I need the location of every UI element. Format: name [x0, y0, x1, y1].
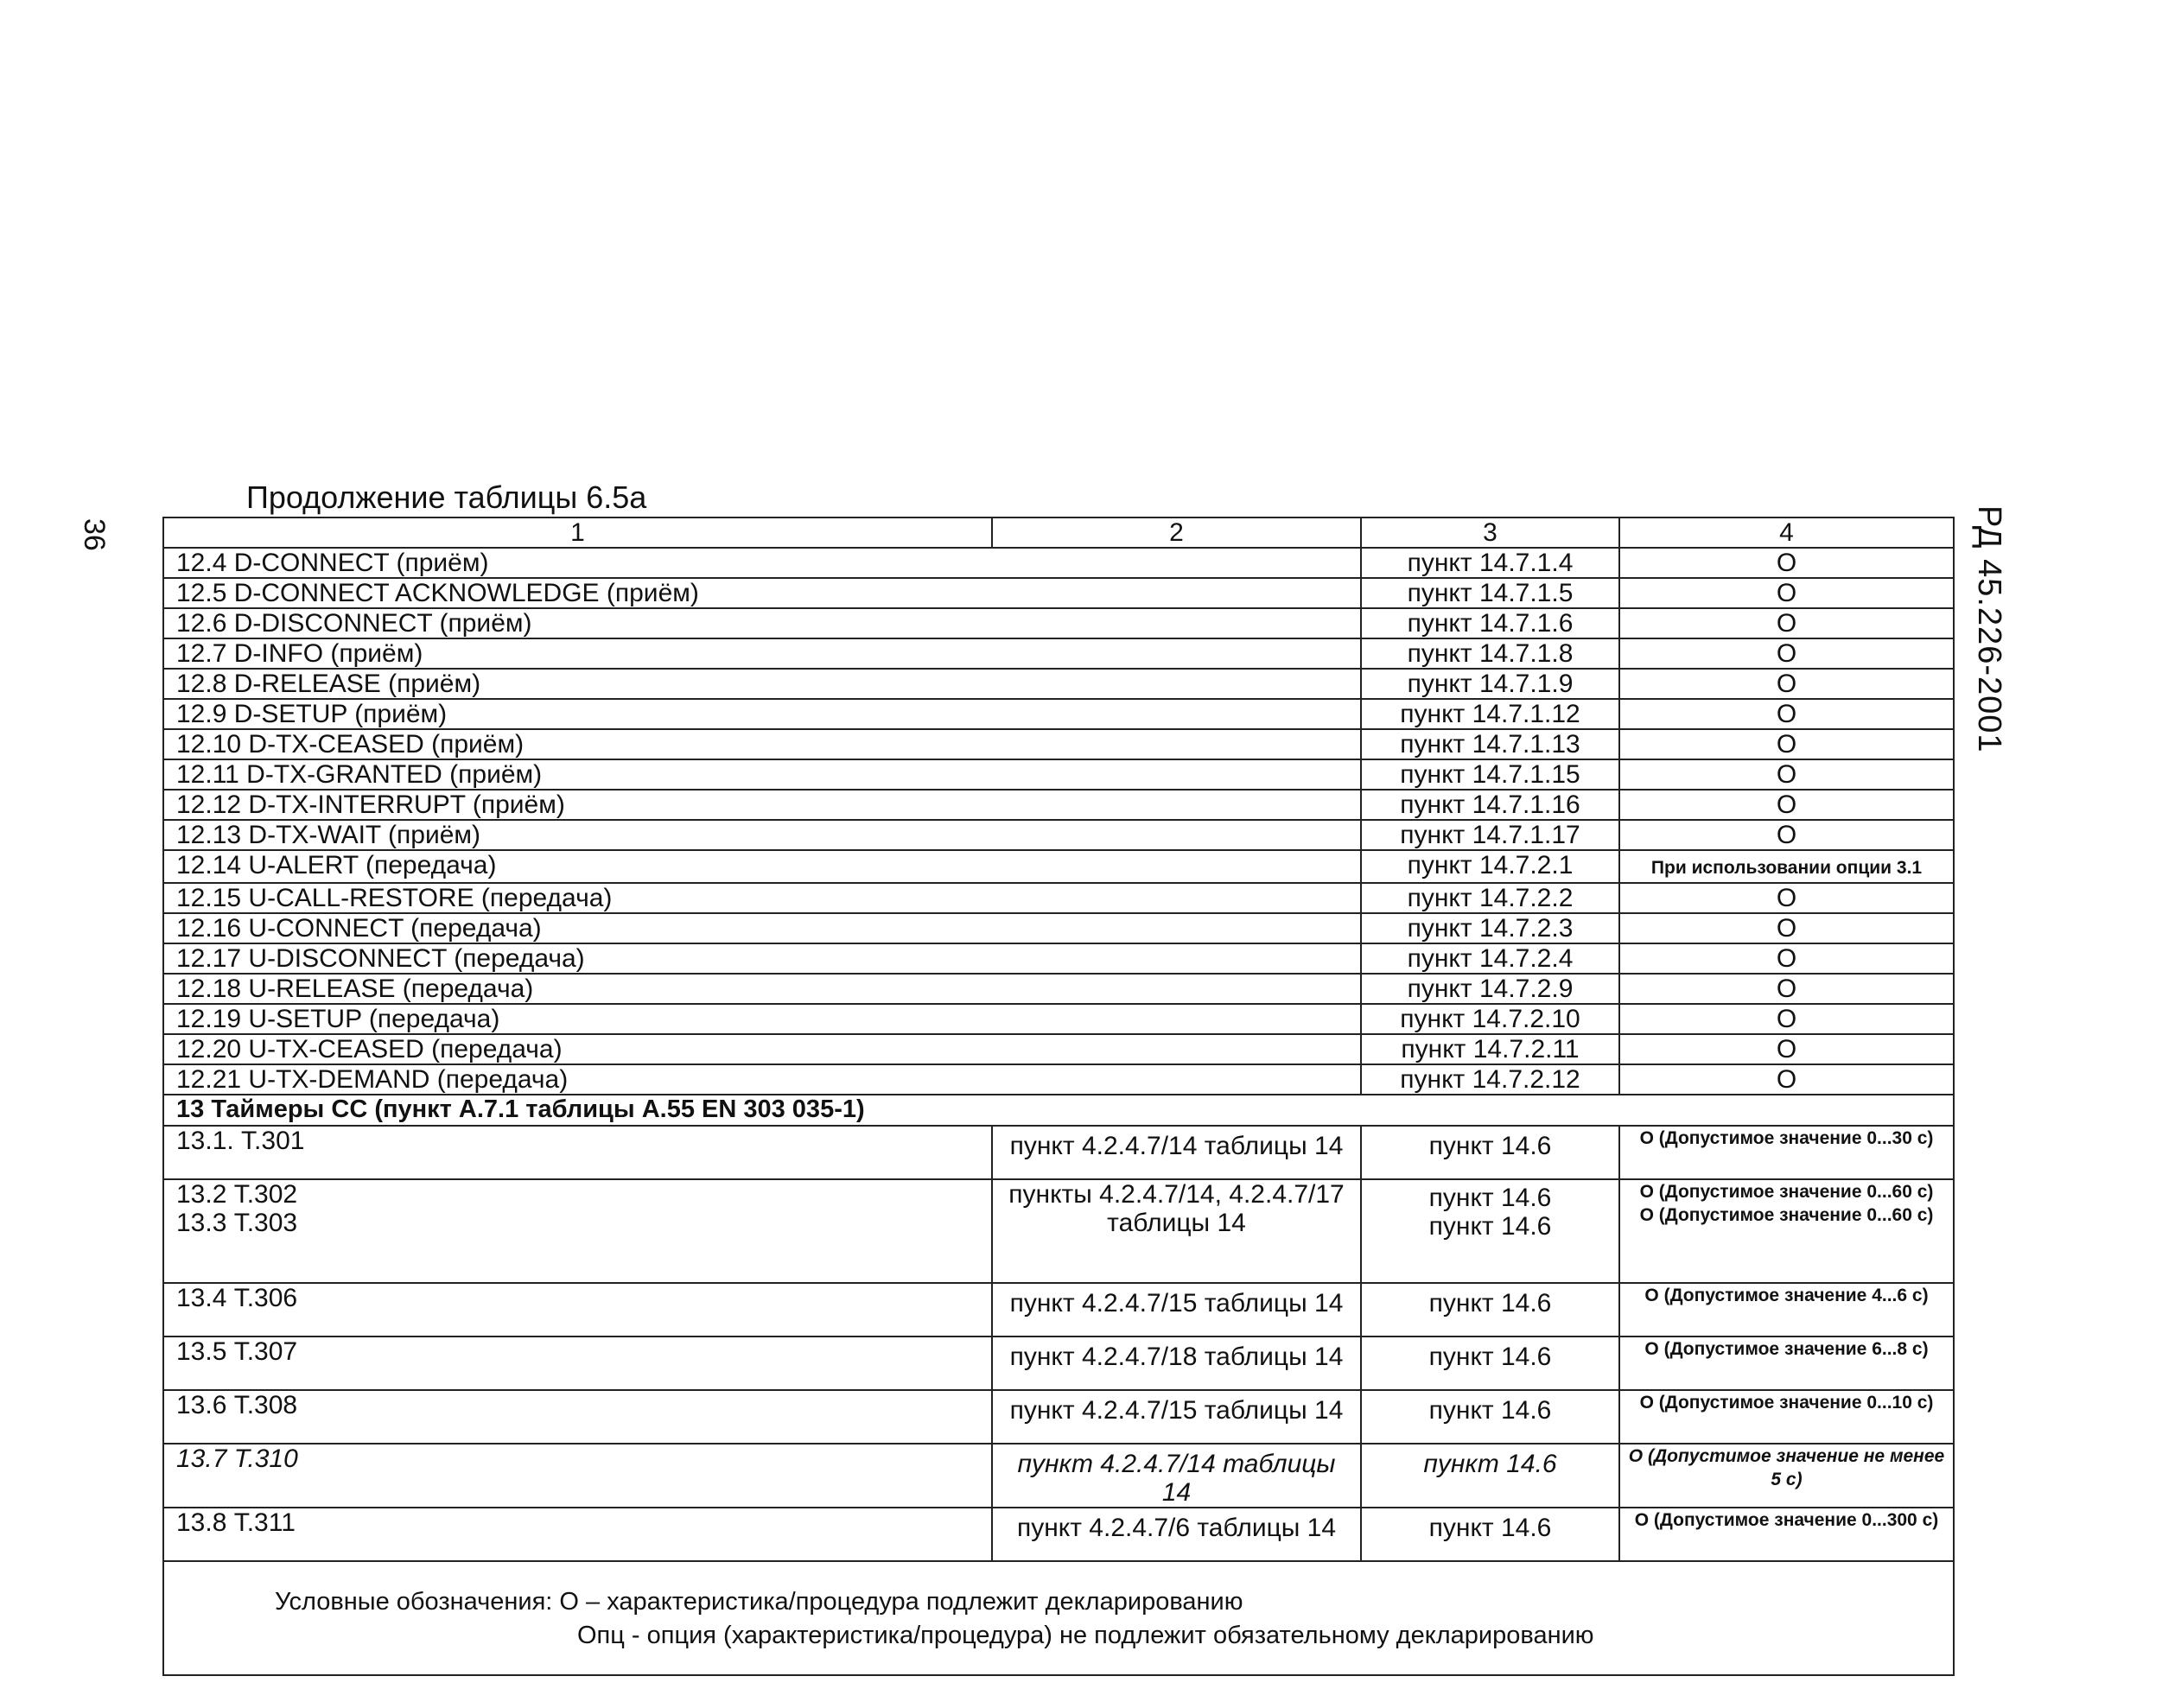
requirements-table [162, 517, 1955, 1676]
table-row [163, 729, 1954, 759]
timer-status [1619, 1179, 1954, 1283]
row-reference: пункт 14.7.1.12 [1361, 699, 1619, 729]
table-row [163, 548, 1954, 578]
status-text: О [1776, 760, 1797, 789]
row-status [1619, 1064, 1954, 1095]
header-row [163, 517, 1954, 548]
row-name: 12.11 D-TX-GRANTED (приём) [163, 759, 1361, 790]
timer-row [163, 1390, 1954, 1444]
timer-clause: пункт 4.2.4.7/15 таблицы 14 [992, 1390, 1361, 1444]
row-name: 12.15 U-CALL-RESTORE (передача) [163, 883, 1361, 913]
row-name: 12.14 U-ALERT (передача) [163, 850, 1361, 883]
row-name: 12.5 D-CONNECT ACKNOWLEDGE (приём) [163, 578, 1361, 608]
row-name: 12.19 U-SETUP (передача) [163, 1004, 1361, 1034]
timer-status [1619, 1283, 1954, 1337]
row-status [1619, 883, 1954, 913]
timer-clause: пункт 4.2.4.7/6 таблицы 14 [992, 1508, 1361, 1561]
timer-status-text: О (Допустимое значение 6...8 с) [1644, 1339, 1929, 1359]
timer-clause: пункт 4.2.4.7/15 таблицы 14 [992, 1283, 1361, 1337]
row-status [1619, 578, 1954, 608]
status-text: О [1776, 700, 1797, 728]
table-row [163, 913, 1954, 943]
timer-row [163, 1283, 1954, 1337]
status-text: О [1776, 639, 1797, 668]
table-row [163, 669, 1954, 699]
status-text: При использовании опции 3.1 [1650, 858, 1923, 878]
status-text: О [1776, 884, 1797, 912]
timer-clause: пункт 4.2.4.7/14 таблицы 14 [992, 1126, 1361, 1179]
table-row [163, 1064, 1954, 1095]
status-text: О [1776, 975, 1797, 1003]
row-reference: пункт 14.7.2.10 [1361, 1004, 1619, 1034]
row-status [1619, 943, 1954, 974]
timer-reference: пункт 14.6 [1361, 1390, 1619, 1444]
row-reference: пункт 14.7.1.15 [1361, 759, 1619, 790]
status-text: О [1776, 670, 1797, 698]
timer-row [163, 1179, 1954, 1283]
row-status [1619, 850, 1954, 883]
timer-status [1619, 1390, 1954, 1444]
timer-clause: пункт 4.2.4.7/18 таблицы 14 [992, 1337, 1361, 1390]
status-text: О [1776, 791, 1797, 819]
timer-row [163, 1508, 1954, 1561]
timer-name: 13.7 Т.310 [163, 1444, 992, 1508]
row-status [1619, 974, 1954, 1004]
timer-name: 13.8 Т.311 [163, 1508, 992, 1561]
timer-name: 13.1. Т.301 [163, 1126, 992, 1179]
table-row [163, 1034, 1954, 1064]
row-reference: пункт 14.7.2.11 [1361, 1034, 1619, 1064]
status-text: О [1776, 1005, 1797, 1033]
status-text: О [1776, 914, 1797, 943]
timer-reference: пункт 14.6 [1361, 1508, 1619, 1561]
timer-name [163, 1179, 992, 1283]
timer-name-line: 13.3 Т.303 [176, 1209, 298, 1237]
document-code: РД 45.226-2001 [1971, 505, 2007, 753]
header-col-1: 1 [163, 517, 992, 548]
row-reference: пункт 14.7.2.9 [1361, 974, 1619, 1004]
row-name: 12.13 D-TX-WAIT (приём) [163, 820, 1361, 850]
row-name: 12.17 U-DISCONNECT (передача) [163, 943, 1361, 974]
timer-status-text: О (Допустимое значение не менее 5 с) [1628, 1446, 1945, 1489]
timer-reference: пункт 14.6 [1361, 1126, 1619, 1179]
timer-status [1619, 1337, 1954, 1390]
row-status [1619, 608, 1954, 638]
table-row [163, 608, 1954, 638]
timer-status [1619, 1508, 1954, 1561]
status-text: О [1776, 609, 1797, 638]
timer-name: 13.5 Т.307 [163, 1337, 992, 1390]
table-row [163, 699, 1954, 729]
timer-status-text: О (Допустимое значение 0...30 с) [1639, 1128, 1934, 1148]
status-text: О [1776, 1035, 1797, 1064]
legend [163, 1561, 1954, 1675]
legend-line-2: Опц - опция (характеристика/процедура) не подлежит обязательному декларированию [577, 1622, 1594, 1649]
legend-line-1: Условные обозначения: О – характеристика/процедура подлежит декларированию [275, 1588, 1243, 1616]
row-name: 12.7 D-INFO (приём) [163, 638, 1361, 669]
timer-status-text: О (Допустимое значение 0...300 с) [1634, 1510, 1939, 1530]
table-row [163, 1004, 1954, 1034]
timer-clause: пункты 4.2.4.7/14, 4.2.4.7/17 таблицы 14 [992, 1179, 1361, 1283]
row-status [1619, 1034, 1954, 1064]
row-reference: пункт 14.7.1.16 [1361, 790, 1619, 820]
timer-status [1619, 1126, 1954, 1179]
row-status [1619, 638, 1954, 669]
row-name: 12.10 D-TX-CEASED (приём) [163, 729, 1361, 759]
row-reference: пункт 14.7.2.4 [1361, 943, 1619, 974]
row-status [1619, 729, 1954, 759]
row-reference: пункт 14.7.2.3 [1361, 913, 1619, 943]
status-text: О [1776, 549, 1797, 577]
timer-status-text: О (Допустимое значение 4...6 с) [1644, 1286, 1929, 1305]
timer-status [1619, 1444, 1954, 1508]
row-status [1619, 820, 1954, 850]
row-name: 12.8 D-RELEASE (приём) [163, 669, 1361, 699]
timer-status-text: О (Допустимое значение 0...10 с) [1639, 1393, 1934, 1413]
row-status [1619, 759, 1954, 790]
status-text: О [1776, 579, 1797, 607]
row-name: 12.18 U-RELEASE (передача) [163, 974, 1361, 1004]
timer-row [163, 1444, 1954, 1508]
header-col-3: 3 [1361, 517, 1619, 548]
row-name: 12.16 U-CONNECT (передача) [163, 913, 1361, 943]
row-name: 12.9 D-SETUP (приём) [163, 699, 1361, 729]
timer-status-line: О (Допустимое значение 0...60 с) [1639, 1205, 1934, 1225]
timer-name: 13.4 Т.306 [163, 1283, 992, 1337]
timer-row [163, 1126, 1954, 1179]
row-name: 12.6 D-DISCONNECT (приём) [163, 608, 1361, 638]
row-status [1619, 699, 1954, 729]
table-row [163, 883, 1954, 913]
timer-name-line: 13.2 Т.302 [176, 1180, 298, 1209]
row-status [1619, 548, 1954, 578]
row-reference: пункт 14.7.1.8 [1361, 638, 1619, 669]
row-status [1619, 790, 1954, 820]
timer-reference: пункт 14.6 [1361, 1283, 1619, 1337]
timer-reference: пункт 14.6 [1361, 1444, 1619, 1508]
section-heading: 13 Таймеры СС (пункт А.7.1 таблицы А.55 EN 303 035-1) [163, 1095, 1954, 1126]
header-col-2: 2 [992, 517, 1361, 548]
table-row [163, 578, 1954, 608]
row-name: 12.12 D-TX-INTERRUPT (приём) [163, 790, 1361, 820]
status-text: О [1776, 944, 1797, 973]
row-status [1619, 913, 1954, 943]
status-text: О [1776, 730, 1797, 759]
status-text: О [1776, 821, 1797, 849]
table-row [163, 638, 1954, 669]
timer-reference-line: пункт 14.6 [1428, 1212, 1552, 1241]
row-name: 12.20 U-TX-CEASED (передача) [163, 1034, 1361, 1064]
row-reference: пункт 14.7.1.13 [1361, 729, 1619, 759]
row-reference: пункт 14.7.1.6 [1361, 608, 1619, 638]
row-reference: пункт 14.7.1.17 [1361, 820, 1619, 850]
row-reference: пункт 14.7.2.1 [1361, 850, 1619, 883]
row-reference: пункт 14.7.2.12 [1361, 1064, 1619, 1095]
status-text: О [1776, 1065, 1797, 1094]
table-row [163, 974, 1954, 1004]
row-reference: пункт 14.7.1.5 [1361, 578, 1619, 608]
header-col-4: 4 [1619, 517, 1954, 548]
row-status [1619, 1004, 1954, 1034]
section-heading-row [163, 1095, 1954, 1126]
timer-reference-line: пункт 14.6 [1428, 1184, 1552, 1212]
table-row [163, 850, 1954, 883]
page-number: 36 [78, 518, 111, 551]
table-row [163, 759, 1954, 790]
table-caption: Продолжение таблицы 6.5а [246, 479, 647, 515]
timer-clause: пункт 4.2.4.7/14 таблицы 14 [992, 1444, 1361, 1508]
row-name: 12.4 D-CONNECT (приём) [163, 548, 1361, 578]
row-reference: пункт 14.7.1.4 [1361, 548, 1619, 578]
timer-reference [1361, 1179, 1619, 1283]
table-row [163, 820, 1954, 850]
table-row [163, 790, 1954, 820]
timer-status-line: О (Допустимое значение 0...60 с) [1639, 1182, 1934, 1202]
timer-row [163, 1337, 1954, 1390]
row-name: 12.21 U-TX-DEMAND (передача) [163, 1064, 1361, 1095]
row-reference: пункт 14.7.1.9 [1361, 669, 1619, 699]
row-status [1619, 669, 1954, 699]
table-row [163, 943, 1954, 974]
timer-reference: пункт 14.6 [1361, 1337, 1619, 1390]
legend-row [163, 1561, 1954, 1675]
row-reference: пункт 14.7.2.2 [1361, 883, 1619, 913]
timer-name: 13.6 Т.308 [163, 1390, 992, 1444]
